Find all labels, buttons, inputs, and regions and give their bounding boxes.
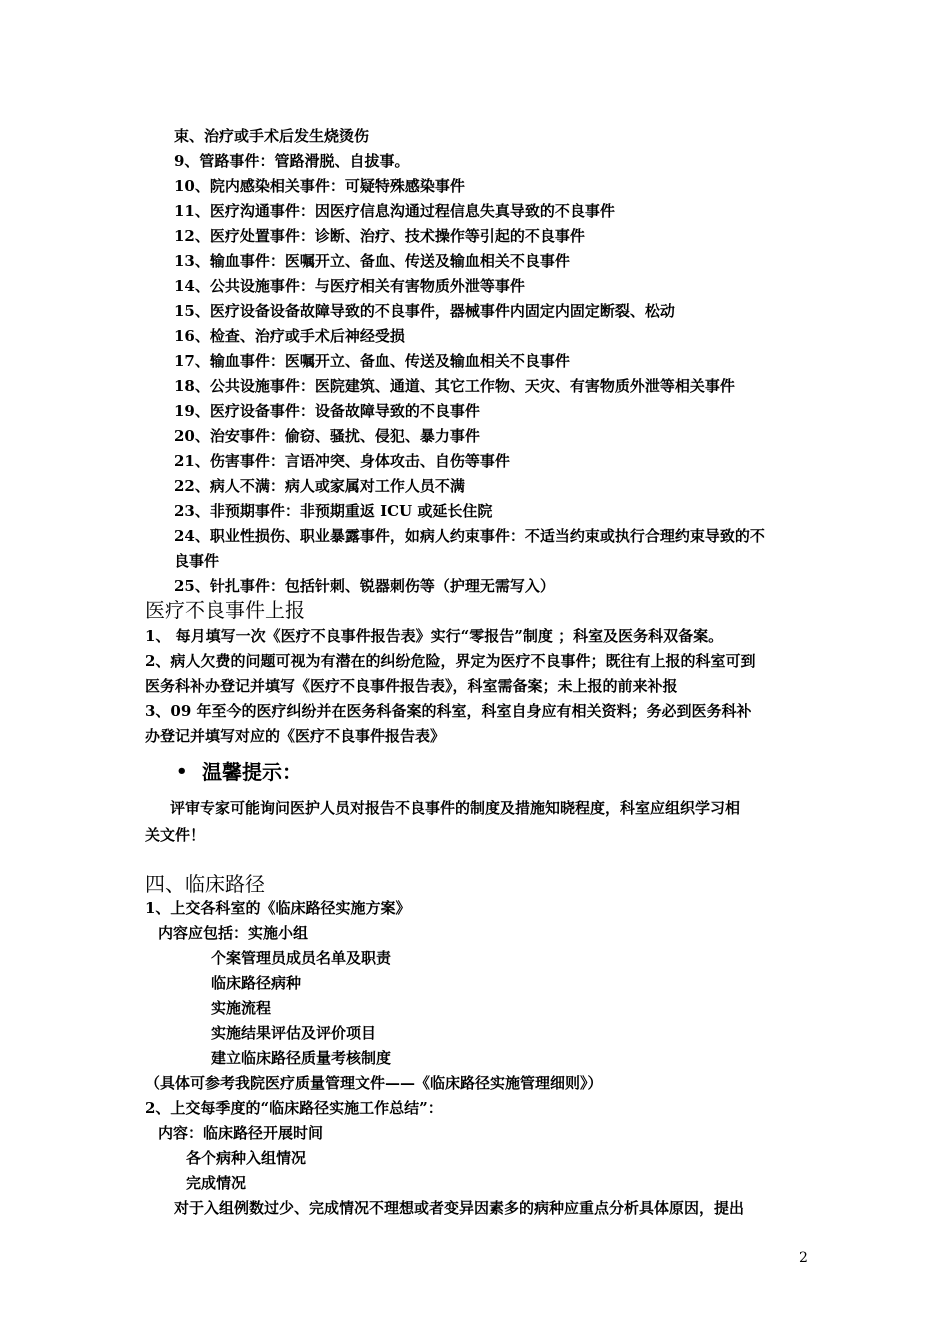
tip-line: 关文件！ <box>145 826 206 844</box>
section-4-reference: （具体可参考我院医疗质量管理文件——《临床路径实施管理细则》） <box>145 1074 603 1092</box>
event-list-line: 束、治疗或手术后发生烧烫伤 <box>174 127 370 145</box>
section-4-content2-item: 完成情况 <box>186 1174 247 1192</box>
event-list-line: 14、公共设施事件：与医疗相关有害物质外泄等事件 <box>174 277 525 295</box>
section-4-item-2: 2、上交每季度的“临床路径实施工作总结”： <box>145 1099 443 1117</box>
section-4-last-line: 对于入组例数过少、完成情况不理想或者变异因素多的病种应重点分析具体原因，提出 <box>174 1199 745 1217</box>
event-list-item-24-cont: 良事件 <box>174 552 220 570</box>
report-line: 2、病人欠费的问题可视为有潜在的纠纷危险，界定为医疗不良事件；既往有上报的科室可到 <box>145 652 756 670</box>
event-list-line: 15、医疗设备设备故障导致的不良事件，器械事件内固定内固定断裂、松动 <box>174 302 675 320</box>
event-list-line: 11、医疗沟通事件：因医疗信息沟通过程信息失真导致的不良事件 <box>174 202 615 220</box>
section-4-content-item: 建立临床路径质量考核制度 <box>211 1049 392 1067</box>
tip-heading: 温馨提示： <box>202 760 302 784</box>
event-list-line: 23、非预期事件：非预期重返 ICU 或延长住院 <box>174 502 493 520</box>
section-4-content-item: 实施结果评估及评价项目 <box>211 1024 377 1042</box>
section-4-content2-item: 各个病种入组情况 <box>186 1149 307 1167</box>
event-list-line: 22、病人不满：病人或家属对工作人员不满 <box>174 477 465 495</box>
event-list-line: 10、院内感染相关事件：可疑特殊感染事件 <box>174 177 465 195</box>
event-list-line: 13、输血事件：医嘱开立、备血、传送及输血相关不良事件 <box>174 252 570 270</box>
section-4-content-label: 内容应包括：实施小组 <box>158 924 309 942</box>
event-list-item-24: 24、职业性损伤、职业暴露事件，如病人约束事件：不适当约束或执行合理约束导致的不 <box>174 527 765 545</box>
event-list-line: 17、输血事件：医嘱开立、备血、传送及输血相关不良事件 <box>174 352 570 370</box>
event-list-line: 19、医疗设备事件：设备故障导致的不良事件 <box>174 402 480 420</box>
report-heading: 医疗不良事件上报 <box>145 598 305 622</box>
event-list-line: 16、检查、治疗或手术后神经受损 <box>174 327 405 345</box>
report-line: 3、09 年至今的医疗纠纷并在医务科备案的科室，科室自身应有相关资料；务必到医务科补 <box>145 702 752 720</box>
report-line: 1、 每月填写一次《医疗不良事件报告表》实行“零报告”制度 ；科室及医务科双备案。 <box>145 627 724 645</box>
section-4-content2-label: 内容：临床路径开展时间 <box>158 1124 324 1142</box>
event-list-line: 9、管路事件：管路滑脱、自拔事。 <box>174 152 410 170</box>
event-list-item-25: 25、针扎事件：包括针刺、锐器刺伤等（护理无需写入） <box>174 577 555 595</box>
section-4-content-item: 个案管理员成员名单及职责 <box>211 949 392 967</box>
page-number: 2 <box>799 1250 808 1266</box>
event-list-line: 18、公共设施事件：医院建筑、通道、其它工作物、天灾、有害物质外泄等相关事件 <box>174 377 735 395</box>
section-4-content-item: 临床路径病种 <box>211 974 302 992</box>
report-line: 办登记并填写对应的《医疗不良事件报告表》 <box>145 727 446 745</box>
section-4-content-item: 实施流程 <box>211 999 272 1017</box>
report-line: 医务科补办登记并填写《医疗不良事件报告表》，科室需备案；未上报的前来补报 <box>145 677 678 695</box>
tip-line: 评审专家可能询问医护人员对报告不良事件的制度及措施知晓程度，科室应组织学习相 <box>170 799 741 817</box>
bullet-icon: • <box>176 761 188 782</box>
event-list-line: 12、医疗处置事件：诊断、治疗、技术操作等引起的不良事件 <box>174 227 585 245</box>
event-list-line: 20、治安事件：偷窃、骚扰、侵犯、暴力事件 <box>174 427 480 445</box>
event-list-line: 21、伤害事件：言语冲突、身体攻击、自伤等事件 <box>174 452 510 470</box>
section-4-heading: 四、临床路径 <box>145 872 265 896</box>
section-4-item-1: 1、上交各科室的《临床路径实施方案》 <box>145 899 411 917</box>
